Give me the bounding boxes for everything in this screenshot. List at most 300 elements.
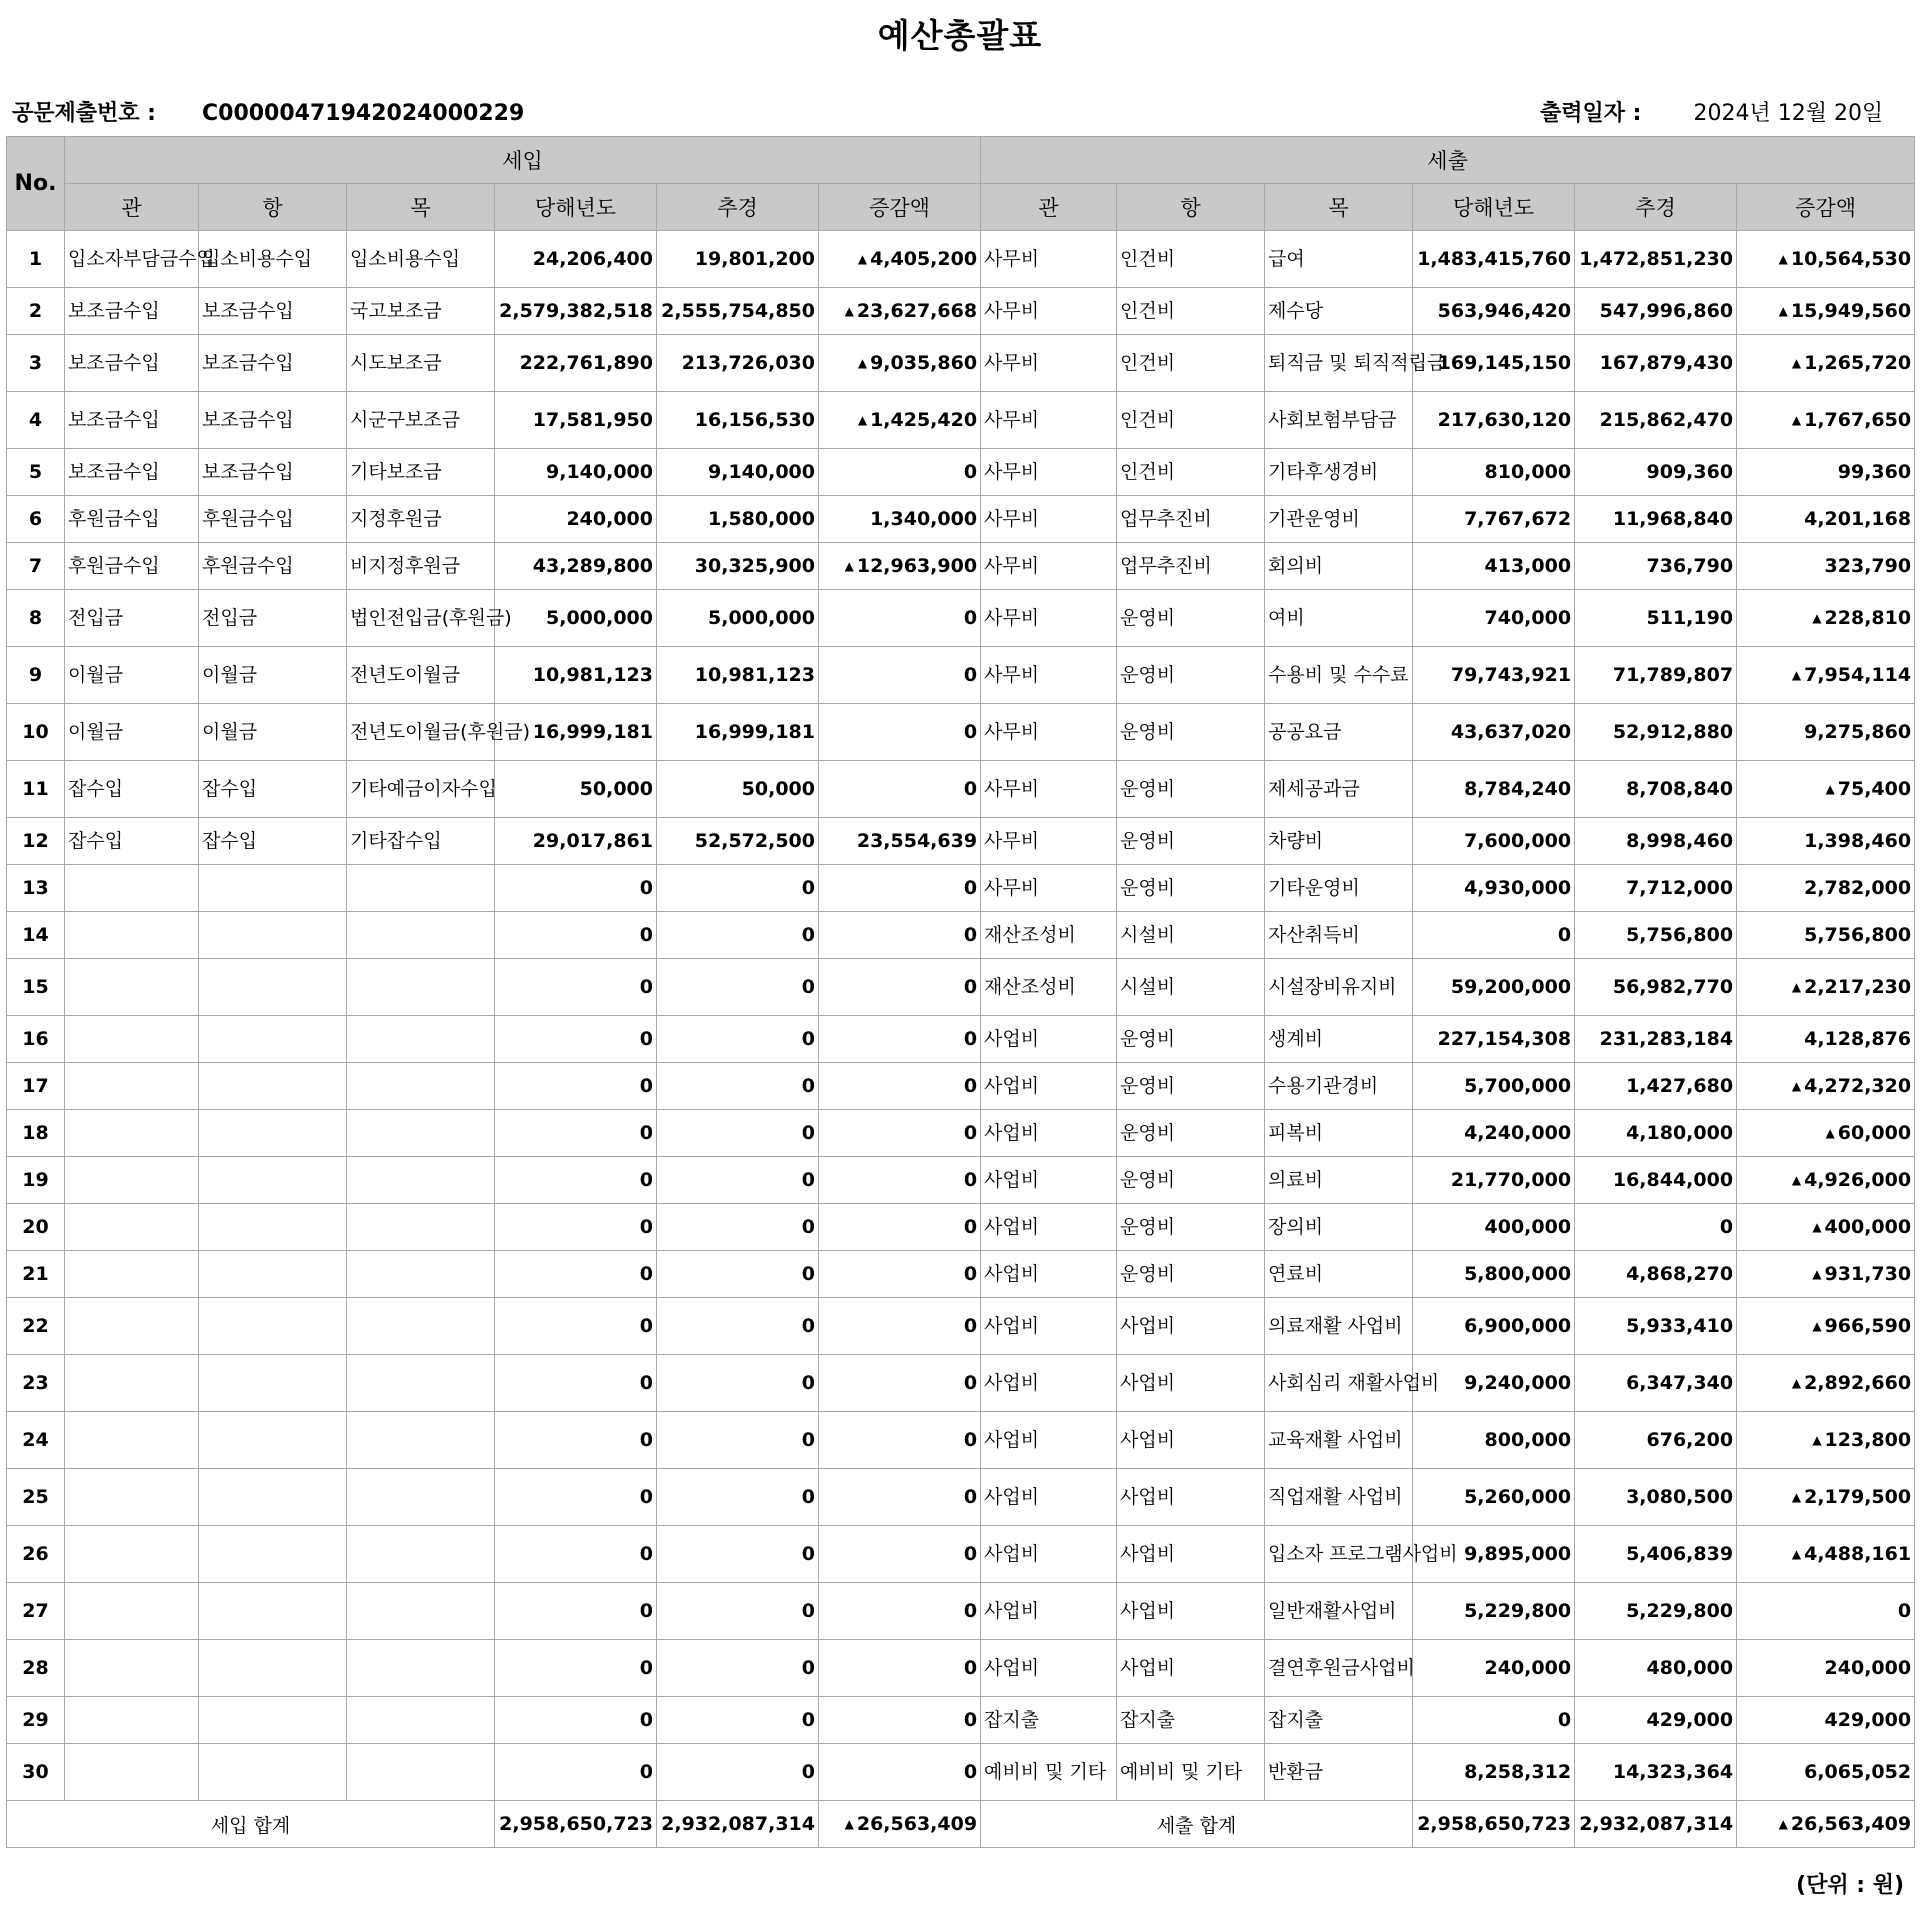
expense-change-cell xyxy=(1737,1110,1915,1157)
header-revenue-supplement: 추경 xyxy=(657,184,819,231)
expense-mok-cell: 반환금 xyxy=(1265,1744,1413,1801)
row-number: 5 xyxy=(7,449,65,496)
row-number: 3 xyxy=(7,335,65,392)
expense-total-change xyxy=(1737,1801,1915,1848)
expense-supplement-cell: 4,868,270 xyxy=(1575,1251,1737,1298)
revenue-mok-cell xyxy=(347,912,495,959)
revenue-change-cell xyxy=(819,392,981,449)
expense-change-value: 429,000 xyxy=(1824,1709,1912,1731)
revenue-change-value: 23,627,668 xyxy=(856,300,978,322)
table-row xyxy=(7,392,1915,449)
expense-current-cell: 8,258,312 xyxy=(1413,1744,1575,1801)
revenue-hang-cell xyxy=(199,1697,347,1744)
expense-gwan-cell: 사무비 xyxy=(981,818,1117,865)
revenue-current-cell: 0 xyxy=(495,1110,657,1157)
expense-supplement-cell: 1,427,680 xyxy=(1575,1063,1737,1110)
revenue-mok-cell xyxy=(347,1744,495,1801)
row-number: 21 xyxy=(7,1251,65,1298)
header-expense-gwan: 관 xyxy=(981,184,1117,231)
expense-change-cell xyxy=(1737,1298,1915,1355)
expense-change-cell xyxy=(1737,1412,1915,1469)
expense-supplement-cell: 8,998,460 xyxy=(1575,818,1737,865)
revenue-change-value: 0 xyxy=(963,924,978,946)
revenue-gwan-cell xyxy=(65,1251,199,1298)
expense-supplement-cell: 480,000 xyxy=(1575,1640,1737,1697)
header-expense-change: 증감액 xyxy=(1737,184,1915,231)
row-number: 12 xyxy=(7,818,65,865)
revenue-current-cell: 0 xyxy=(495,1697,657,1744)
table-row xyxy=(7,543,1915,590)
expense-hang-cell: 운영비 xyxy=(1117,590,1265,647)
expense-change-value: 99,360 xyxy=(1837,461,1912,483)
expense-gwan-cell: 사무비 xyxy=(981,647,1117,704)
revenue-change-value: 0 xyxy=(963,1263,978,1285)
revenue-supplement-cell: 0 xyxy=(657,1469,819,1526)
expense-supplement-cell: 511,190 xyxy=(1575,590,1737,647)
expense-change-value: 2,782,000 xyxy=(1804,877,1912,899)
expense-current-cell: 0 xyxy=(1413,912,1575,959)
expense-change-cell xyxy=(1737,1355,1915,1412)
revenue-gwan-cell xyxy=(65,1744,199,1801)
expense-current-cell: 9,895,000 xyxy=(1413,1526,1575,1583)
expense-hang-cell: 사업비 xyxy=(1117,1469,1265,1526)
expense-hang-cell: 인건비 xyxy=(1117,392,1265,449)
revenue-supplement-cell: 0 xyxy=(657,1251,819,1298)
revenue-mok-cell xyxy=(347,1251,495,1298)
expense-current-cell: 43,637,020 xyxy=(1413,704,1575,761)
revenue-mok-cell xyxy=(347,1063,495,1110)
revenue-hang-cell: 잡수입 xyxy=(199,818,347,865)
revenue-supplement-cell: 0 xyxy=(657,912,819,959)
revenue-hang-cell: 후원금수입 xyxy=(199,496,347,543)
decrease-marker-icon: ▲ xyxy=(1791,1079,1802,1093)
table-row xyxy=(7,1016,1915,1063)
header-no: No. xyxy=(7,137,65,231)
revenue-supplement-cell: 0 xyxy=(657,1298,819,1355)
revenue-total-change xyxy=(819,1801,981,1848)
revenue-supplement-cell: 19,801,200 xyxy=(657,231,819,288)
revenue-change-cell xyxy=(819,1016,981,1063)
revenue-change-cell xyxy=(819,1110,981,1157)
expense-hang-cell: 운영비 xyxy=(1117,1016,1265,1063)
table-row xyxy=(7,865,1915,912)
row-number: 6 xyxy=(7,496,65,543)
revenue-current-cell: 50,000 xyxy=(495,761,657,818)
expense-change-cell xyxy=(1737,1583,1915,1640)
revenue-gwan-cell xyxy=(65,1016,199,1063)
expense-gwan-cell: 사무비 xyxy=(981,449,1117,496)
revenue-mok-cell xyxy=(347,1640,495,1697)
revenue-change-value: 0 xyxy=(963,721,978,743)
expense-gwan-cell: 사무비 xyxy=(981,288,1117,335)
revenue-gwan-cell: 잡수입 xyxy=(65,761,199,818)
expense-hang-cell: 운영비 xyxy=(1117,865,1265,912)
decrease-marker-icon: ▲ xyxy=(844,559,854,573)
expense-mok-cell: 일반재활사업비 xyxy=(1265,1583,1413,1640)
revenue-supplement-cell: 0 xyxy=(657,1110,819,1157)
expense-current-cell: 21,770,000 xyxy=(1413,1157,1575,1204)
expense-supplement-cell: 1,472,851,230 xyxy=(1575,231,1737,288)
revenue-mok-cell xyxy=(347,1697,495,1744)
expense-change-value: 75,400 xyxy=(1837,778,1912,800)
expense-current-cell: 400,000 xyxy=(1413,1204,1575,1251)
expense-hang-cell: 업무추진비 xyxy=(1117,543,1265,590)
revenue-hang-cell xyxy=(199,912,347,959)
revenue-mok-cell: 시군구보조금 xyxy=(347,392,495,449)
expense-current-cell: 6,900,000 xyxy=(1413,1298,1575,1355)
expense-change-value: 0 xyxy=(1897,1600,1912,1622)
expense-change-cell xyxy=(1737,1640,1915,1697)
expense-gwan-cell: 재산조성비 xyxy=(981,912,1117,959)
revenue-change-cell xyxy=(819,449,981,496)
doc-number-value: C00000471942024000229 xyxy=(201,101,525,126)
expense-gwan-cell: 사업비 xyxy=(981,1016,1117,1063)
revenue-mok-cell xyxy=(347,1298,495,1355)
expense-change-value: 1,398,460 xyxy=(1804,830,1912,852)
row-number: 26 xyxy=(7,1526,65,1583)
header-expense-mok: 목 xyxy=(1265,184,1413,231)
expense-supplement-cell: 11,968,840 xyxy=(1575,496,1737,543)
revenue-change-value: 23,554,639 xyxy=(856,830,978,852)
expense-gwan-cell: 사무비 xyxy=(981,392,1117,449)
revenue-supplement-cell: 0 xyxy=(657,1744,819,1801)
revenue-current-cell: 222,761,890 xyxy=(495,335,657,392)
revenue-gwan-cell: 보조금수입 xyxy=(65,449,199,496)
revenue-supplement-cell: 30,325,900 xyxy=(657,543,819,590)
revenue-supplement-cell: 0 xyxy=(657,1355,819,1412)
revenue-change-cell xyxy=(819,1157,981,1204)
revenue-change-cell xyxy=(819,288,981,335)
revenue-change-value: 0 xyxy=(963,664,978,686)
revenue-mok-cell: 입소비용수입 xyxy=(347,231,495,288)
expense-current-cell: 240,000 xyxy=(1413,1640,1575,1697)
decrease-marker-icon: ▲ xyxy=(1825,1126,1835,1140)
revenue-supplement-cell: 9,140,000 xyxy=(657,449,819,496)
revenue-change-cell xyxy=(819,1744,981,1801)
table-row xyxy=(7,1157,1915,1204)
expense-hang-cell: 인건비 xyxy=(1117,231,1265,288)
revenue-change-value: 0 xyxy=(963,1761,978,1783)
expense-mok-cell: 생계비 xyxy=(1265,1016,1413,1063)
revenue-current-cell: 0 xyxy=(495,1744,657,1801)
revenue-current-cell: 24,206,400 xyxy=(495,231,657,288)
expense-supplement-cell: 3,080,500 xyxy=(1575,1469,1737,1526)
expense-change-value: 6,065,052 xyxy=(1804,1761,1912,1783)
decrease-marker-icon: ▲ xyxy=(1791,1547,1802,1561)
revenue-hang-cell: 이월금 xyxy=(199,704,347,761)
header-revenue: 세입 xyxy=(65,137,981,184)
expense-change-value: 240,000 xyxy=(1824,1657,1912,1679)
header-expense-current: 당해년도 xyxy=(1413,184,1575,231)
expense-change-cell xyxy=(1737,704,1915,761)
revenue-change-value: 0 xyxy=(963,1122,978,1144)
revenue-current-cell: 0 xyxy=(495,1526,657,1583)
expense-current-cell: 9,240,000 xyxy=(1413,1355,1575,1412)
table-row xyxy=(7,912,1915,959)
expense-current-cell: 563,946,420 xyxy=(1413,288,1575,335)
decrease-marker-icon: ▲ xyxy=(844,304,854,318)
expense-current-cell: 5,229,800 xyxy=(1413,1583,1575,1640)
revenue-hang-cell xyxy=(199,1469,347,1526)
revenue-mok-cell: 기타잡수입 xyxy=(347,818,495,865)
expense-current-cell: 217,630,120 xyxy=(1413,392,1575,449)
expense-hang-cell: 사업비 xyxy=(1117,1640,1265,1697)
revenue-change-value: 1,340,000 xyxy=(870,508,978,530)
expense-change-value: 2,892,660 xyxy=(1804,1372,1912,1394)
revenue-change-value: 0 xyxy=(963,1657,978,1679)
expense-hang-cell: 운영비 xyxy=(1117,1204,1265,1251)
header-revenue-change: 증감액 xyxy=(819,184,981,231)
expense-supplement-cell: 5,933,410 xyxy=(1575,1298,1737,1355)
revenue-current-cell: 240,000 xyxy=(495,496,657,543)
revenue-change-cell xyxy=(819,704,981,761)
revenue-current-cell: 0 xyxy=(495,912,657,959)
table-row xyxy=(7,231,1915,288)
revenue-total-current: 2,958,650,723 xyxy=(495,1801,657,1848)
revenue-mok-cell xyxy=(347,1469,495,1526)
revenue-mok-cell xyxy=(347,1355,495,1412)
revenue-change-value: 1,425,420 xyxy=(870,409,978,431)
revenue-hang-cell xyxy=(199,865,347,912)
table-row xyxy=(7,1697,1915,1744)
doc-number-label: 공문제출번호 : xyxy=(12,101,156,126)
expense-mok-cell: 수용비 및 수수료 xyxy=(1265,647,1413,704)
expense-supplement-cell: 215,862,470 xyxy=(1575,392,1737,449)
revenue-hang-cell xyxy=(199,1157,347,1204)
decrease-marker-icon: ▲ xyxy=(1778,304,1788,318)
expense-supplement-cell: 5,406,839 xyxy=(1575,1526,1737,1583)
expense-gwan-cell: 사업비 xyxy=(981,1469,1117,1526)
expense-current-cell: 4,930,000 xyxy=(1413,865,1575,912)
revenue-current-cell: 9,140,000 xyxy=(495,449,657,496)
expense-hang-cell: 사업비 xyxy=(1117,1526,1265,1583)
revenue-supplement-cell: 0 xyxy=(657,1204,819,1251)
revenue-mok-cell: 국고보조금 xyxy=(347,288,495,335)
expense-gwan-cell: 사무비 xyxy=(981,865,1117,912)
revenue-supplement-cell: 0 xyxy=(657,1526,819,1583)
decrease-marker-icon: ▲ xyxy=(1825,782,1835,796)
expense-total-change-value: 26,563,409 xyxy=(1790,1813,1912,1835)
revenue-gwan-cell xyxy=(65,1298,199,1355)
print-date xyxy=(1540,96,1883,130)
revenue-change-value: 0 xyxy=(963,607,978,629)
table-row xyxy=(7,590,1915,647)
revenue-mok-cell: 기타예금이자수입 xyxy=(347,761,495,818)
expense-change-cell xyxy=(1737,335,1915,392)
revenue-supplement-cell: 0 xyxy=(657,865,819,912)
revenue-change-cell xyxy=(819,912,981,959)
expense-supplement-cell: 429,000 xyxy=(1575,1697,1737,1744)
revenue-change-value: 0 xyxy=(963,1543,978,1565)
expense-change-value: 4,128,876 xyxy=(1804,1028,1912,1050)
revenue-change-cell xyxy=(819,1204,981,1251)
revenue-current-cell: 0 xyxy=(495,1412,657,1469)
revenue-gwan-cell xyxy=(65,1355,199,1412)
expense-change-cell xyxy=(1737,1204,1915,1251)
expense-supplement-cell: 547,996,860 xyxy=(1575,288,1737,335)
revenue-supplement-cell: 0 xyxy=(657,1063,819,1110)
revenue-change-cell xyxy=(819,231,981,288)
expense-change-value: 5,756,800 xyxy=(1804,924,1912,946)
expense-change-cell xyxy=(1737,1526,1915,1583)
revenue-change-value: 0 xyxy=(963,1169,978,1191)
revenue-change-cell xyxy=(819,1251,981,1298)
expense-change-value: 966,590 xyxy=(1824,1315,1912,1337)
table-row xyxy=(7,496,1915,543)
table-body xyxy=(7,231,1915,1801)
expense-change-value: 4,488,161 xyxy=(1804,1543,1912,1565)
expense-hang-cell: 운영비 xyxy=(1117,1251,1265,1298)
revenue-total-label: 세입 합계 xyxy=(7,1801,495,1848)
unit-note: (단위 : 원) xyxy=(1796,1873,1904,1898)
expense-supplement-cell: 56,982,770 xyxy=(1575,959,1737,1016)
expense-hang-cell: 운영비 xyxy=(1117,818,1265,865)
revenue-hang-cell xyxy=(199,1016,347,1063)
expense-current-cell: 413,000 xyxy=(1413,543,1575,590)
revenue-gwan-cell xyxy=(65,1110,199,1157)
expense-change-cell xyxy=(1737,1744,1915,1801)
expense-current-cell: 800,000 xyxy=(1413,1412,1575,1469)
revenue-current-cell: 43,289,800 xyxy=(495,543,657,590)
expense-gwan-cell: 사업비 xyxy=(981,1251,1117,1298)
expense-supplement-cell: 736,790 xyxy=(1575,543,1737,590)
expense-change-value: 323,790 xyxy=(1824,555,1912,577)
expense-mok-cell: 직업재활 사업비 xyxy=(1265,1469,1413,1526)
table-row xyxy=(7,1744,1915,1801)
expense-change-cell xyxy=(1737,231,1915,288)
table-row xyxy=(7,1355,1915,1412)
expense-change-cell xyxy=(1737,761,1915,818)
revenue-mok-cell: 지정후원금 xyxy=(347,496,495,543)
table-row xyxy=(7,1298,1915,1355)
expense-hang-cell: 운영비 xyxy=(1117,1157,1265,1204)
revenue-hang-cell xyxy=(199,1298,347,1355)
revenue-change-value: 0 xyxy=(963,976,978,998)
expense-change-cell xyxy=(1737,392,1915,449)
expense-supplement-cell: 14,323,364 xyxy=(1575,1744,1737,1801)
decrease-marker-icon: ▲ xyxy=(1778,252,1788,266)
revenue-current-cell: 0 xyxy=(495,1016,657,1063)
revenue-current-cell: 0 xyxy=(495,865,657,912)
revenue-mok-cell xyxy=(347,1412,495,1469)
decrease-marker-icon: ▲ xyxy=(1791,668,1802,682)
expense-supplement-cell: 167,879,430 xyxy=(1575,335,1737,392)
expense-hang-cell: 시설비 xyxy=(1117,959,1265,1016)
revenue-gwan-cell xyxy=(65,1697,199,1744)
revenue-mok-cell xyxy=(347,1157,495,1204)
revenue-gwan-cell: 후원금수입 xyxy=(65,496,199,543)
expense-gwan-cell: 사업비 xyxy=(981,1355,1117,1412)
revenue-supplement-cell: 50,000 xyxy=(657,761,819,818)
table-row xyxy=(7,1640,1915,1697)
decrease-marker-icon: ▲ xyxy=(1791,1490,1802,1504)
decrease-marker-icon: ▲ xyxy=(1812,611,1822,625)
decrease-marker-icon: ▲ xyxy=(857,356,868,370)
revenue-change-cell xyxy=(819,959,981,1016)
expense-mok-cell: 입소자 프로그램사업비 xyxy=(1265,1526,1413,1583)
expense-change-cell xyxy=(1737,1157,1915,1204)
revenue-mok-cell: 전년도이월금(후원금) xyxy=(347,704,495,761)
revenue-hang-cell: 보조금수입 xyxy=(199,288,347,335)
revenue-hang-cell: 입소비용수입 xyxy=(199,231,347,288)
expense-mok-cell: 수용기관경비 xyxy=(1265,1063,1413,1110)
expense-gwan-cell: 사업비 xyxy=(981,1298,1117,1355)
row-number: 8 xyxy=(7,590,65,647)
expense-mok-cell: 의료비 xyxy=(1265,1157,1413,1204)
revenue-hang-cell: 보조금수입 xyxy=(199,335,347,392)
expense-supplement-cell: 676,200 xyxy=(1575,1412,1737,1469)
expense-mok-cell: 사회보험부담금 xyxy=(1265,392,1413,449)
expense-hang-cell: 예비비 및 기타 xyxy=(1117,1744,1265,1801)
revenue-supplement-cell: 0 xyxy=(657,1412,819,1469)
decrease-marker-icon: ▲ xyxy=(1791,413,1802,427)
decrease-marker-icon: ▲ xyxy=(844,1817,854,1831)
row-number: 9 xyxy=(7,647,65,704)
expense-supplement-cell: 52,912,880 xyxy=(1575,704,1737,761)
table-row xyxy=(7,761,1915,818)
expense-change-cell xyxy=(1737,959,1915,1016)
revenue-gwan-cell xyxy=(65,1412,199,1469)
expense-mok-cell: 피복비 xyxy=(1265,1110,1413,1157)
revenue-gwan-cell xyxy=(65,1526,199,1583)
revenue-mok-cell: 시도보조금 xyxy=(347,335,495,392)
expense-mok-cell: 차량비 xyxy=(1265,818,1413,865)
expense-current-cell: 7,767,672 xyxy=(1413,496,1575,543)
table-row xyxy=(7,1063,1915,1110)
revenue-mok-cell xyxy=(347,1583,495,1640)
expense-gwan-cell: 사업비 xyxy=(981,1640,1117,1697)
revenue-total-change-value: 26,563,409 xyxy=(856,1813,978,1835)
expense-change-value: 7,954,114 xyxy=(1804,664,1912,686)
table-row xyxy=(7,704,1915,761)
table-row xyxy=(7,1251,1915,1298)
revenue-gwan-cell: 전입금 xyxy=(65,590,199,647)
expense-gwan-cell: 사업비 xyxy=(981,1583,1117,1640)
revenue-change-value: 0 xyxy=(963,1600,978,1622)
revenue-current-cell: 16,999,181 xyxy=(495,704,657,761)
row-number: 4 xyxy=(7,392,65,449)
table-row xyxy=(7,1583,1915,1640)
revenue-current-cell: 10,981,123 xyxy=(495,647,657,704)
expense-change-value: 60,000 xyxy=(1837,1122,1912,1144)
expense-hang-cell: 사업비 xyxy=(1117,1355,1265,1412)
revenue-hang-cell xyxy=(199,1526,347,1583)
expense-mok-cell: 여비 xyxy=(1265,590,1413,647)
expense-current-cell: 79,743,921 xyxy=(1413,647,1575,704)
revenue-mok-cell: 기타보조금 xyxy=(347,449,495,496)
expense-current-cell: 7,600,000 xyxy=(1413,818,1575,865)
revenue-gwan-cell xyxy=(65,1583,199,1640)
expense-mok-cell: 결연후원금사업비 xyxy=(1265,1640,1413,1697)
expense-mok-cell: 제수당 xyxy=(1265,288,1413,335)
expense-supplement-cell: 4,180,000 xyxy=(1575,1110,1737,1157)
revenue-mok-cell: 법인전입금(후원금) xyxy=(347,590,495,647)
expense-change-cell xyxy=(1737,1469,1915,1526)
expense-mok-cell: 의료재활 사업비 xyxy=(1265,1298,1413,1355)
revenue-change-value: 0 xyxy=(963,1709,978,1731)
expense-total-label: 세출 합계 xyxy=(981,1801,1413,1848)
table-row xyxy=(7,288,1915,335)
revenue-current-cell: 0 xyxy=(495,1640,657,1697)
row-number: 22 xyxy=(7,1298,65,1355)
expense-hang-cell: 인건비 xyxy=(1117,335,1265,392)
revenue-hang-cell xyxy=(199,1251,347,1298)
revenue-current-cell: 0 xyxy=(495,959,657,1016)
expense-gwan-cell: 사무비 xyxy=(981,231,1117,288)
table-row xyxy=(7,818,1915,865)
expense-supplement-cell: 7,712,000 xyxy=(1575,865,1737,912)
expense-current-cell: 5,700,000 xyxy=(1413,1063,1575,1110)
